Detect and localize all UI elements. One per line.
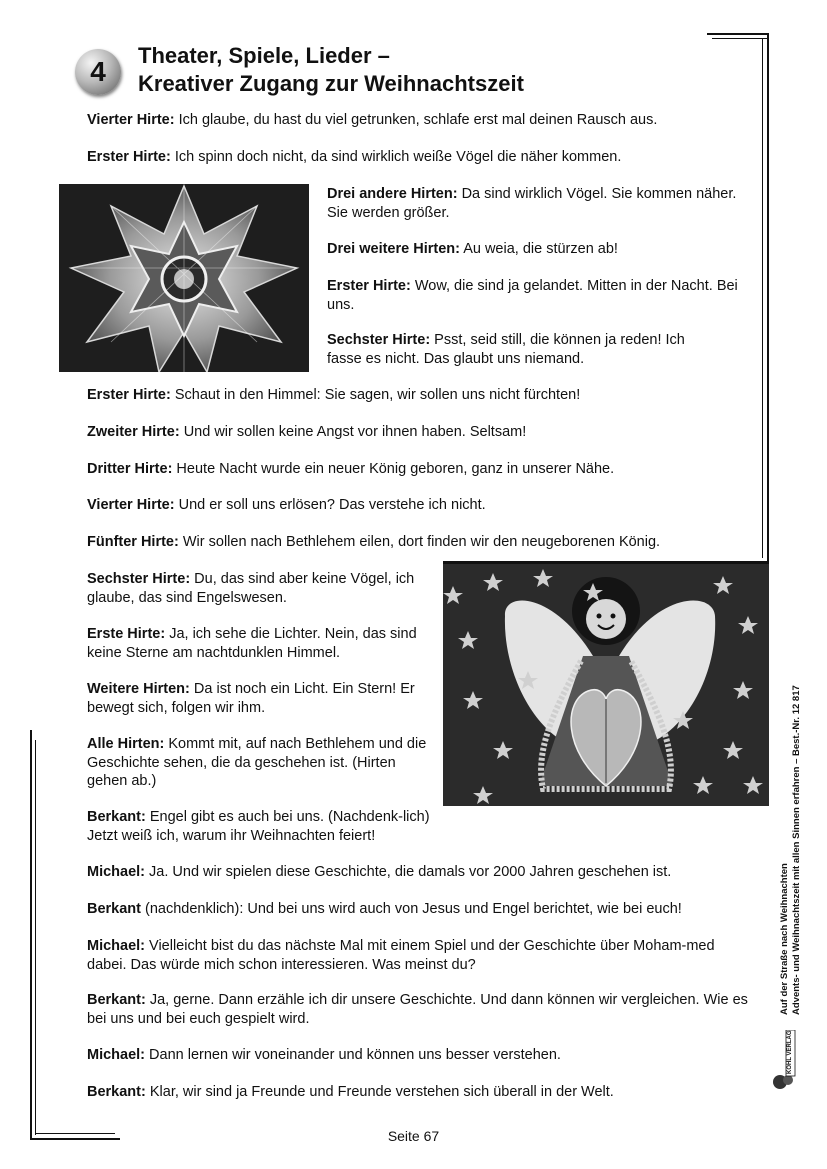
dialogue-line: Berkant: Klar, wir sind ja Freunde und Freunde verstehen sich überall in der Welt. <box>87 1084 614 1100</box>
dialogue-line: Erster Hirte: Schaut in den Himmel: Sie sagen, wir sollen uns nicht fürchten! <box>87 387 581 403</box>
dialogue-line: Drei andere Hirten: Da sind wirklich Vögel. Sie kommen näher. Sie werden größer. <box>327 186 737 221</box>
page-number: Seite 67 <box>387 1128 440 1144</box>
dialogue-line: Alle Hirten: Kommt mit, auf nach Bethlehem und die Geschichte sehen, die da geschehen ist. (Hirten gehen ab.) <box>87 736 427 789</box>
dialogue-line: Erster Hirte: Ich spinn doch nicht, da sind wirklich weiße Vögel die näher kommen. <box>87 149 622 165</box>
side-book-subtitle: Advents- und Weihnachtszeit mit allen Sinnen erfahren – Best.-Nr. 12 817 <box>790 685 802 1015</box>
chapter-number: 4 <box>90 56 106 87</box>
frame-line-left <box>30 730 32 1140</box>
frame-line-right-inner <box>762 38 763 558</box>
dialogue-line: Michael: Dann lernen wir voneinander und können uns besser verstehen. <box>87 1047 561 1063</box>
dialogue-line: Fünfter Hirte: Wir sollen nach Bethlehem eilen, dort finden wir den neugeborenen König. <box>87 534 661 550</box>
dialogue-line: Sechster Hirte: Psst, seid still, die können ja reden! Ich fasse es nicht. Das glaubt uns niemand. <box>327 332 685 367</box>
dialogue-line: Weitere Hirten: Da ist noch ein Licht. Ein Stern! Er bewegt sich, folgen wir ihm. <box>87 681 415 716</box>
title-line-1: Theater, Spiele, Lieder – <box>138 43 390 68</box>
dialogue-line: Vierter Hirte: Ich glaube, du hast du viel getrunken, schlafe erst mal deinen Rausch aus. <box>87 112 658 128</box>
angel-illustration <box>443 561 769 806</box>
dialogue-line: Dritter Hirte: Heute Nacht wurde ein neuer König geboren, ganz in unserer Nähe. <box>87 461 615 477</box>
chapter-badge <box>75 49 121 95</box>
dialogue-line: Erste Hirte: Ja, ich sehe die Lichter. Nein, das sind keine Sterne am nachtdunklen Himmel. <box>87 626 417 661</box>
dialogue-line: Michael: Ja. Und wir spielen diese Geschichte, die damals vor 2000 Jahren geschehen ist. <box>87 864 672 880</box>
side-book-title: Auf der Straße nach Weihnachten <box>779 863 790 1015</box>
frame-line-top-right <box>707 33 768 35</box>
dialogue-line: Berkant (nachdenklich): Und bei uns wird auch von Jesus und Engel berichtet, wie bei euch! <box>87 901 682 917</box>
frame-line-left-inner <box>35 740 36 1135</box>
page-title <box>138 42 524 98</box>
dialogue-line: Sechster Hirte: Du, das sind aber keine Vögel, ich glaube, das sind Engelswesen. <box>87 571 415 606</box>
dialogue-line: Berkant: Engel gibt es auch bei uns. (Nachdenk-lich) Jetzt weiß ich, warum ihr Weihnachten feiert! <box>87 809 430 844</box>
title-line-2: Kreativer Zugang zur Weihnachtszeit <box>138 71 524 96</box>
dialogue-line: Drei weitere Hirten: Au weia, die stürzen ab! <box>327 241 618 257</box>
dialogue-line: Vierter Hirte: Und er soll uns erlösen? Das verstehe ich nicht. <box>87 497 486 513</box>
dialogue-line: Berkant: Ja, gerne. Dann erzähle ich dir unsere Geschichte. Und dann können wir vergleichen. Wie es bei uns und bei euch gespielt wird. <box>87 992 748 1027</box>
publisher-logo-text: KOHL VERLAG <box>787 1030 793 1074</box>
dialogue-line: Michael: Vielleicht bist du das nächste Mal mit einem Spiel und der Geschichte über Moham-med dabei. Das würde mich schon interessieren. Was meinst du? <box>87 938 715 973</box>
publisher-logo <box>768 1030 796 1090</box>
paper-star-illustration <box>59 184 309 372</box>
dialogue-line: Zweiter Hirte: Und wir sollen keine Angst vor ihnen haben. Seltsam! <box>87 424 527 440</box>
paper-star-photo <box>59 184 309 372</box>
dialogue-line: Erster Hirte: Wow, die sind ja gelandet. Mitten in der Nacht. Bei uns. <box>327 278 738 313</box>
frame-line-top-right-inner <box>712 38 768 39</box>
angel-craft-photo <box>443 561 769 806</box>
frame-line-right <box>767 33 769 563</box>
side-publication-info <box>779 685 802 1015</box>
